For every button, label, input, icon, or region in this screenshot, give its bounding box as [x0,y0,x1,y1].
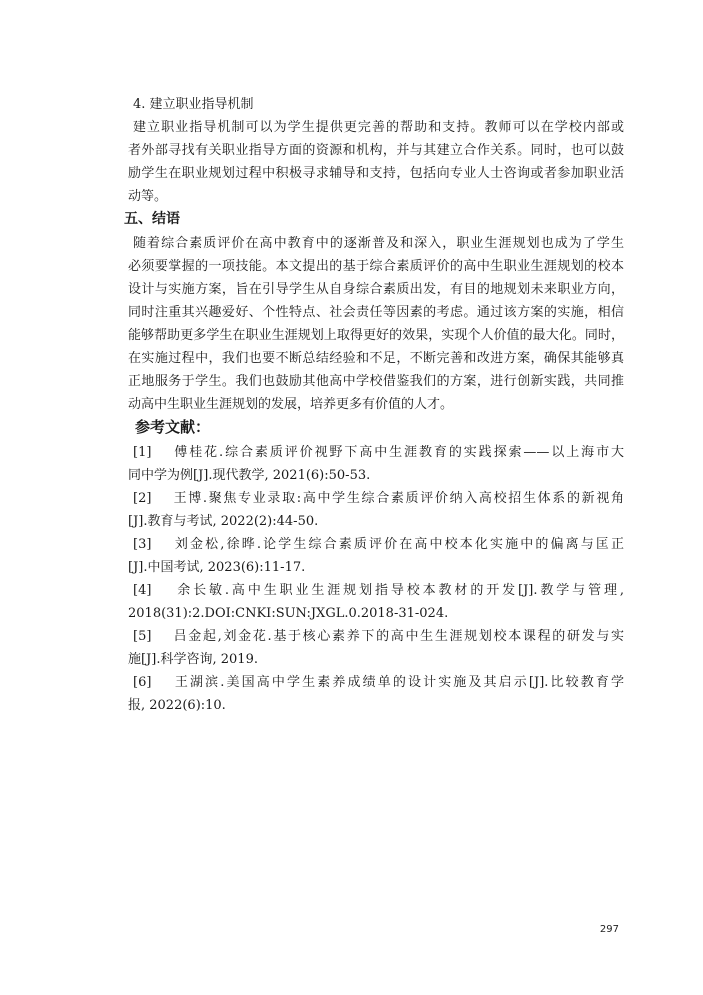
section-4-line: 建立职业指导机制可以为学生提供更完善的帮助和支持。教师可以在学校内部或 [133,120,624,135]
section-5-line: 同时注重其兴趣爱好、个性特点、社会责任等因素的考虑。通过该方案的实施，相信 [128,305,624,320]
reference-line: 2018(31):2.DOI:CNKI:SUN:JXGL.0.2018-31-024. [128,606,449,621]
section-4-heading: 4. 建立职业指导机制 [133,97,254,112]
section-5-line: 动高中生职业生涯规划的发展，培养更多有价值的人才。 [128,397,454,412]
section-5-line: 能够帮助更多学生在职业生涯规划上取得更好的效果，实现个人价值的最大化。同时， [128,328,624,343]
section-5-heading: 五、结语 [124,211,180,227]
section-5-line: 随着综合素质评价在高中教育中的逐渐普及和深入，职业生涯规划也成为了学生 [133,236,624,251]
section-5-line: 在实施过程中，我们也要不断总结经验和不足，不断完善和改进方案，确保其能够真 [128,351,624,366]
section-5-line: 设计与实施方案，旨在引导学生从自身综合素质出发，有目的地规划未来职业方向， [128,282,624,297]
section-4-line: 者外部寻找有关职业指导方面的资源和机构，并与其建立合作关系。同时，也可以鼓 [128,143,624,158]
section-5-line: 必须要掌握的一项技能。本文提出的基于综合素质评价的高中生职业生涯规划的校本 [128,259,624,274]
reference-line: [1] 傅桂花.综合素质评价视野下高中生涯教育的实践探索——以上海市大 [133,445,624,460]
section-4-line: 励学生在职业规划过程中积极寻求辅导和支持，包括向专业人士咨询或者参加职业活 [128,166,624,181]
reference-line: [5] 吕金起,刘金花.基于核心素养下的高中生生涯规划校本课程的研发与实 [133,629,624,644]
references-heading: 参考文献： [135,418,211,436]
reference-line: [J].中国考试, 2023(6):11-17. [128,560,306,575]
reference-line: [6] 王湖滨.美国高中学生素养成绩单的设计实施及其启示[J].比较教育学 [133,675,624,690]
reference-line: 同中学为例[J].现代教学, 2021(6):50-53. [128,468,371,483]
page-number: 297 [599,924,619,935]
reference-line: [J].教育与考试, 2022(2):44-50. [128,514,319,529]
section-4-line: 动等。 [128,189,168,204]
reference-line: 施[J].科学咨询, 2019. [128,652,258,667]
reference-line: [2] 王博.聚焦专业录取:高中学生综合素质评价纳入高校招生体系的新视角 [133,491,624,506]
reference-line: 报, 2022(6):10. [128,698,226,713]
reference-line: [3] 刘金松,徐晔.论学生综合素质评价在高中校本化实施中的偏离与匡正 [133,537,624,552]
reference-line: [4] 余长敏.高中生职业生涯规划指导校本教材的开发[J].教学与管理, [133,583,624,598]
section-5-line: 正地服务于学生。我们也鼓励其他高中学校借鉴我们的方案，进行创新实践，共同推 [128,374,624,389]
